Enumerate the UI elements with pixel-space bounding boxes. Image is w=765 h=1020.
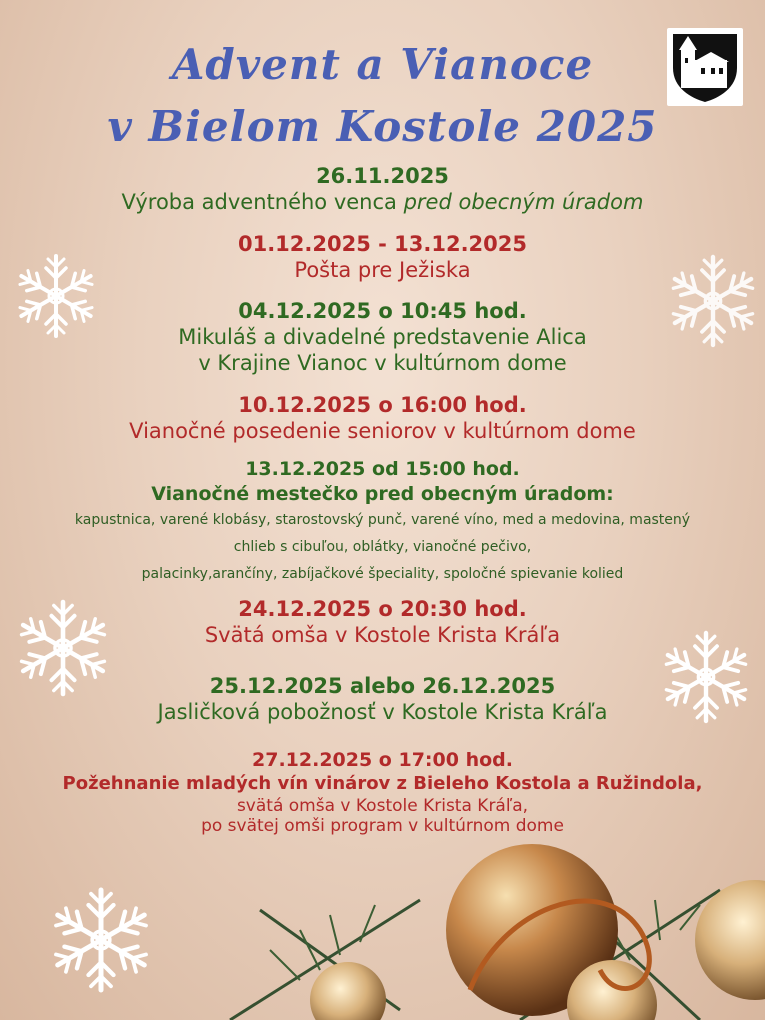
snowflake-icon: [664, 248, 762, 354]
event-text: Svätá omša v Kostole Krista Kráľa: [204, 623, 561, 647]
event-date: 26.11.2025: [316, 164, 449, 188]
snowflake-icon: [10, 248, 102, 344]
event-date: 13.12.2025 od 15:00 hod.: [245, 458, 520, 480]
christmas-ornaments: [0, 830, 765, 1020]
event-detail-line: palacinky,arančíny, zabíjačkové špeciality, spoločné spievanie kolied: [141, 566, 624, 582]
event-date: 24.12.2025 o 20:30 hod.: [238, 597, 527, 621]
event-text-line-2: v Krajine Vianoc v kultúrnom dome: [198, 351, 567, 375]
event-date: 04.12.2025 o 10:45 hod.: [238, 299, 527, 323]
event-text-line-1: Mikuláš a divadelné predstavenie Alica: [178, 325, 587, 349]
event-text: Výroba adventného venca pred obecným úradom: [121, 190, 644, 214]
event-text-line-2: po svätej omši program v kultúrnom dome: [201, 816, 564, 836]
event-text: Jasličková pobožnosť v Kostole Krista Kráľa: [157, 700, 608, 724]
event-detail-line: kapustnica, varené klobásy, starostovský punč, varené víno, med a medovina, mastený: [74, 512, 691, 528]
event-detail-line: chlieb s cibuľou, oblátky, vianočné pečivo,: [233, 539, 532, 555]
event-headline: Vianočné mestečko pred obecným úradom:: [151, 483, 614, 505]
event-date: 27.12.2025 o 17:00 hod.: [252, 749, 513, 771]
title-line-2: v Bielom Kostole 2025: [107, 102, 658, 151]
event-date: 01.12.2025 - 13.12.2025: [237, 232, 528, 256]
snowflake-icon: [10, 596, 116, 700]
title-line-1: Advent a Vianoce: [171, 40, 594, 89]
church-crest-icon: [667, 28, 743, 106]
event-date: 10.12.2025 o 16:00 hod.: [238, 393, 527, 417]
event-text: Pošta pre Ježiska: [294, 258, 471, 282]
event-date: 25.12.2025 alebo 26.12.2025: [209, 674, 556, 698]
event-text: Vianočné posedenie seniorov v kultúrnom dome: [129, 419, 636, 443]
event-text-line-1: svätá omša v Kostole Krista Kráľa,: [236, 796, 529, 816]
event-headline: Požehnanie mladých vín vinárov z Bieleho Kostola a Ružindola,: [62, 773, 703, 794]
snowflake-icon: [654, 626, 758, 728]
